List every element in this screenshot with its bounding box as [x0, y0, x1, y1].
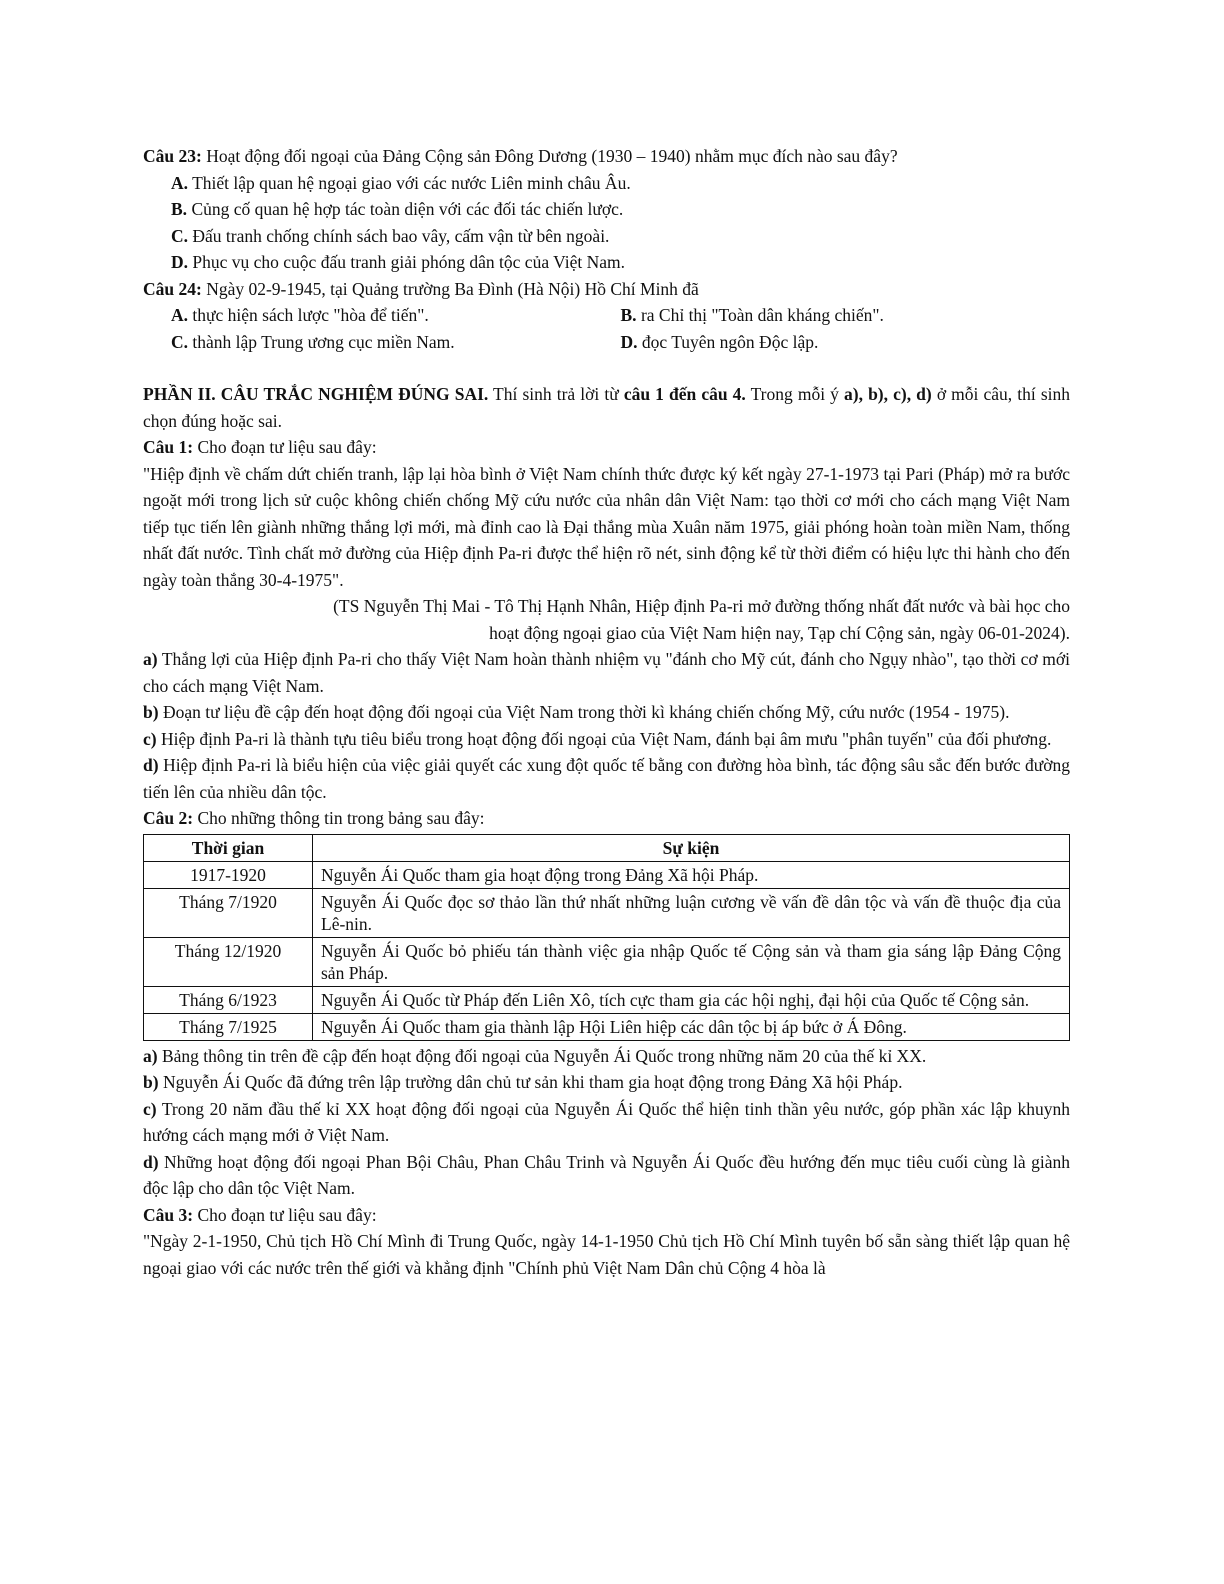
question-24	[143, 276, 1070, 303]
question-23	[143, 143, 1070, 170]
statement-text: Hiệp định Pa-ri là biểu hiện của việc giải quyết các xung đột quốc tế bằng con đường hòa bình, tác động sâu sắc đến bước đường tiến lên của nhiều dân tộc.	[143, 755, 1070, 802]
statement-key: a)	[143, 649, 158, 669]
statement-key: c)	[143, 728, 157, 749]
events-table	[143, 834, 1070, 1041]
option-key: B.	[620, 305, 637, 325]
statement-key: b)	[143, 702, 159, 722]
cell-event: Nguyễn Ái Quốc bỏ phiếu tán thành việc gia nhập Quốc tế Cộng sản và tham gia sáng lập Đảng Cộng sản Pháp.	[313, 937, 1070, 986]
statement-b	[143, 699, 1070, 726]
option-text: thành lập Trung ương cục miền Nam.	[188, 331, 455, 352]
table-row	[144, 861, 1070, 888]
statement-c	[143, 1096, 1070, 1149]
option-key: C.	[171, 331, 189, 352]
exam-page	[143, 143, 1070, 1281]
statement-key: d)	[143, 1151, 159, 1172]
statement-key: a)	[143, 1045, 158, 1066]
table-header-row	[144, 834, 1070, 861]
statement-key: d)	[143, 755, 159, 775]
statement-d	[143, 1149, 1070, 1202]
cell-event: Nguyễn Ái Quốc tham gia hoạt động trong Đảng Xã hội Pháp.	[313, 861, 1070, 888]
instruction-text: Trong mỗi ý	[745, 384, 845, 404]
statement-a	[143, 1043, 1070, 1070]
question-text: Cho đoạn tư liệu sau đây:	[193, 1204, 377, 1225]
statement-key: b)	[143, 1072, 159, 1092]
column-header-event: Sự kiện	[313, 834, 1070, 861]
question-3	[143, 1202, 1070, 1229]
question-label: Câu 2:	[143, 808, 194, 828]
cell-event: Nguyễn Ái Quốc đọc sơ thảo lần thứ nhất những luận cương về vấn đề dân tộc và vấn đề thuộc địa của Lê-nin.	[313, 888, 1070, 937]
statement-text: Những hoạt động đối ngoại Phan Bội Châu, Phan Châu Trinh và Nguyễn Ái Quốc đều hướng đến mục tiêu cuối cùng là giành độc lập cho dân tộc Việt Nam.	[143, 1151, 1070, 1198]
cell-time: Tháng 12/1920	[144, 937, 313, 986]
statement-text: Trong 20 năm đầu thế kỉ XX hoạt động đối ngoại của Nguyễn Ái Quốc thể hiện tinh thần yêu nước, góp phần xác lập khuynh hướng cách mạng mới ở Việt Nam.	[143, 1098, 1070, 1145]
citation-line-1: (TS Nguyễn Thị Mai - Tô Thị Hạnh Nhân, Hiệp định Pa-ri mở đường thống nhất đất nước và bài học cho	[333, 596, 1070, 616]
option-c	[143, 223, 1070, 250]
option-key: A.	[171, 172, 189, 193]
question-1	[143, 434, 1070, 461]
question-2	[143, 805, 1070, 832]
part-title: PHẦN II. CÂU TRẮC NGHIỆM ĐÚNG SAI.	[143, 384, 489, 404]
statement-a	[143, 646, 1070, 699]
cell-time: Tháng 7/1925	[144, 1013, 313, 1040]
column-header-time: Thời gian	[144, 834, 313, 861]
statement-text: Nguyễn Ái Quốc đã đứng trên lập trường dân chủ tư sản khi tham gia hoạt động trong Đảng Xã hội Pháp.	[158, 1072, 903, 1092]
instruction-text: ở mỗi câu, thí sinh chọn đúng hoặc sai.	[143, 384, 1071, 431]
spacer	[143, 355, 1070, 381]
option-key: D.	[620, 331, 638, 352]
question-label: Câu 3:	[143, 1204, 194, 1225]
question-label: Câu 23:	[143, 146, 202, 166]
statement-b	[143, 1069, 1070, 1096]
question-text: Cho đoạn tư liệu sau đây:	[193, 437, 377, 457]
instruction-bold: a), b), c), d)	[844, 384, 932, 404]
option-a	[171, 302, 621, 329]
instruction-text: Thí sinh trả lời từ	[488, 384, 624, 404]
cell-event: Nguyễn Ái Quốc tham gia thành lập Hội Liên hiệp các dân tộc bị áp bức ở Á Đông.	[313, 1013, 1070, 1040]
option-text: ra Chỉ thị "Toàn dân kháng chiến".	[636, 305, 884, 325]
cell-time: Tháng 6/1923	[144, 986, 313, 1013]
option-b	[621, 302, 1071, 329]
table-row	[144, 1013, 1070, 1040]
statement-text: Bảng thông tin trên đề cập đến hoạt động đối ngoại của Nguyễn Ái Quốc trong những năm 20 của thế kỉ XX.	[157, 1045, 927, 1066]
cell-time: Tháng 7/1920	[144, 888, 313, 937]
option-a	[143, 170, 1070, 197]
option-text: Củng cố quan hệ hợp tác toàn diện với các đối tác chiến lược.	[187, 199, 624, 219]
question-text: Ngày 02-9-1945, tại Quảng trường Ba Đình (Hà Nội) Hồ Chí Minh đã	[201, 278, 699, 299]
option-key: A.	[171, 305, 189, 325]
option-text: đọc Tuyên ngôn Độc lập.	[637, 331, 819, 352]
cell-time: 1917-1920	[144, 861, 313, 888]
question-text: Cho những thông tin trong bảng sau đây:	[193, 808, 485, 828]
option-text: Phục vụ cho cuộc đấu tranh giải phóng dân tộc của Việt Nam.	[188, 252, 625, 272]
part-2-instructions	[143, 381, 1070, 434]
option-key: B.	[171, 199, 188, 219]
question-label: Câu 24:	[143, 278, 202, 299]
option-b	[143, 196, 1070, 223]
options-row	[143, 329, 1070, 356]
statement-text: Đoạn tư liệu đề cập đến hoạt động đối ngoại của Việt Nam trong thời kì kháng chiến chống Mỹ, cứu nước (1954 - 1975).	[158, 702, 1010, 722]
option-text: Thiết lập quan hệ ngoại giao với các nước Liên minh châu Âu.	[188, 172, 631, 193]
option-text: Đấu tranh chống chính sách bao vây, cấm vận từ bên ngoài.	[188, 225, 610, 246]
question-text: Hoạt động đối ngoại của Đảng Cộng sản Đông Dương (1930 – 1940) nhằm mục đích nào sau đây?	[201, 146, 898, 166]
option-key: C.	[171, 225, 189, 246]
option-text: thực hiện sách lược "hòa để tiến".	[188, 305, 429, 325]
table-row	[144, 986, 1070, 1013]
option-d	[143, 249, 1070, 276]
statement-d	[143, 752, 1070, 805]
citation-line-2: hoạt động ngoại giao của Việt Nam hiện nay, Tạp chí Cộng sản, ngày 06-01-2024).	[489, 622, 1070, 643]
question-label: Câu 1:	[143, 437, 194, 457]
options-row	[143, 302, 1070, 329]
source-quote: "Hiệp định về chấm dứt chiến tranh, lập lại hòa bình ở Việt Nam chính thức được ký kết ngày 27-1-1973 tại Pari (Pháp) mở ra bước ngoặt mới trong lịch sử cuộc không chiến chống Mỹ cứu nước của nhân dân Việt Nam: tạo thời cơ mới cho cách mạng Việt Nam tiếp tục tiến lên giành những thắng lợi mới, mà đỉnh cao là Đại thắng mùa Xuân năm 1975, giải phóng hoàn toàn miền Nam, thống nhất đất nước. Tình chất mở đường của Hiệp định Pa-ri được thể hiện rõ nét, sinh động kể từ thời điểm có hiệu lực thi hành cho đến ngày toàn thắng 30-4-1975".	[143, 463, 1070, 590]
option-c	[171, 329, 621, 356]
table-row	[144, 937, 1070, 986]
option-key: D.	[171, 252, 189, 272]
table-row	[144, 888, 1070, 937]
option-d	[621, 329, 1071, 356]
statement-text: Thắng lợi của Hiệp định Pa-ri cho thấy Việt Nam hoàn thành nhiệm vụ "đánh cho Mỹ cút, đánh cho Ngụy nhào", tạo thời cơ mới cho cách mạng Việt Nam.	[143, 649, 1070, 696]
statement-c	[143, 726, 1070, 753]
cell-event: Nguyễn Ái Quốc từ Pháp đến Liên Xô, tích cực tham gia các hội nghị, đại hội của Quốc tế Cộng sản.	[313, 986, 1070, 1013]
statement-key: c)	[143, 1098, 157, 1119]
source-quote: "Ngày 2-1-1950, Chủ tịch Hồ Chí Mình đi Trung Quốc, ngày 14-1-1950 Chủ tịch Hồ Chí Mình tuyên bố sẵn sàng thiết lập quan hệ ngoại giao với các nước trên thế giới và khẳng định "Chính phủ Việt Nam Dân chủ Cộng 4 hòa là	[143, 1231, 1070, 1278]
statement-text: Hiệp định Pa-ri là thành tựu tiêu biểu trong hoạt động đối ngoại của Việt Nam, đánh bại âm mưu "phân tuyến" của đối phương.	[156, 728, 1052, 749]
instruction-bold: câu 1 đến câu 4.	[623, 384, 746, 404]
